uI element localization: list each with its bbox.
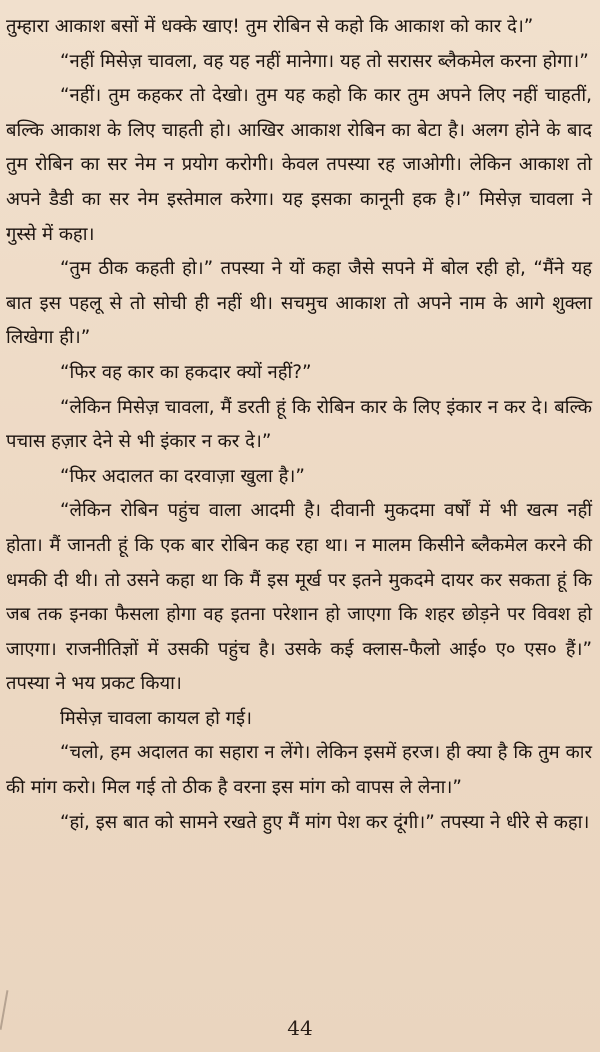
paragraph-10: “चलो, हम अदालत का सहारा न लेंगे। लेकिन इसमें हरज। ही क्या है कि तुम कार की मांग करो। मिल गई तो ठीक है वरना इस मांग को वापस ले लेना।” <box>6 742 592 799</box>
paragraph-11: “हां, इस बात को सामने रखते हुए मैं मांग पेश कर दूंगी।” तपस्या ने धीरे से कहा। <box>60 811 590 833</box>
page-number: 44 <box>287 1016 313 1040</box>
paragraph-8: “लेकिन रोबिन पहुंच वाला आदमी है। दीवानी मुकदमा वर्षों में भी खत्म नहीं होता। मैं जानती हूं कि एक बार रोबिन कह रहा था। न मालम किसीने ब्लैकमेल करने की धमकी दी थी। तो उसने कहा था कि मैं इस मूर्ख पर इतने मुकदमे दायर कर सकता हूं कि जब तक इनका फैसला होगा वह इतना परेशान हो जाएगा कि शहर छोड़ने पर विवश हो जाएगा। राजनीतिज्ञों में उसकी पहुंच है। उसके कई क्लास-फैलो आई० ए० एस० हैं।” तपस्या ने भय प्रकट किया। <box>6 500 592 695</box>
paragraph-7: “फिर अदालत का दरवाज़ा खुला है।” <box>60 465 305 487</box>
paragraph-1: तुम्हारा आकाश बसों में धक्के खाए! तुम रोबिन से कहो कि आकाश को कार दे।” <box>6 16 534 37</box>
paragraph-3: “नहीं। तुम कहकर तो देखो। तुम यह कहो कि कार तुम अपने लिए नहीं चाहतीं, बल्कि आकाश के लिए चाहती हो। आखिर आकाश रोबिन का बेटा है। अलग होने के बाद तुम रोबिन का सर नेम न प्रयोग करोगी। केवल तपस्या रह जाओगी। लेकिन आकाश तो अपने डैडी का सर नेम इस्तेमाल करेगा। यह इसका कानूनी हक है।” मिसेज़ चावला ने गुस्से में कहा। <box>6 85 592 245</box>
paragraph-9: मिसेज़ चावला कायल हो गई। <box>60 707 253 729</box>
paragraph-4: “तुम ठीक कहती हो।” तपस्या ने यों कहा जैसे सपने में बोल रही हो, “मैंने यह बात इस पहलू से तो सोची ही नहीं थी। सचमुच आकाश तो अपने नाम के आगे शुक्ला लिखेगा ही।” <box>6 258 592 349</box>
page-text <box>6 10 592 840</box>
paragraph-2: “नहीं मिसेज़ चावला, वह यह नहीं मानेगा। यह तो सरासर ब्लैकमेल करना होगा।” <box>60 50 589 72</box>
paragraph-5: “फिर वह कार का हकदार क्यों नहीं?” <box>60 361 312 383</box>
paragraph-6: “लेकिन मिसेज़ चावला, मैं डरती हूं कि रोबिन कार के लिए इंकार न कर दे। बल्कि पचास हज़ार देने से भी इंकार न कर दे।” <box>6 396 592 453</box>
